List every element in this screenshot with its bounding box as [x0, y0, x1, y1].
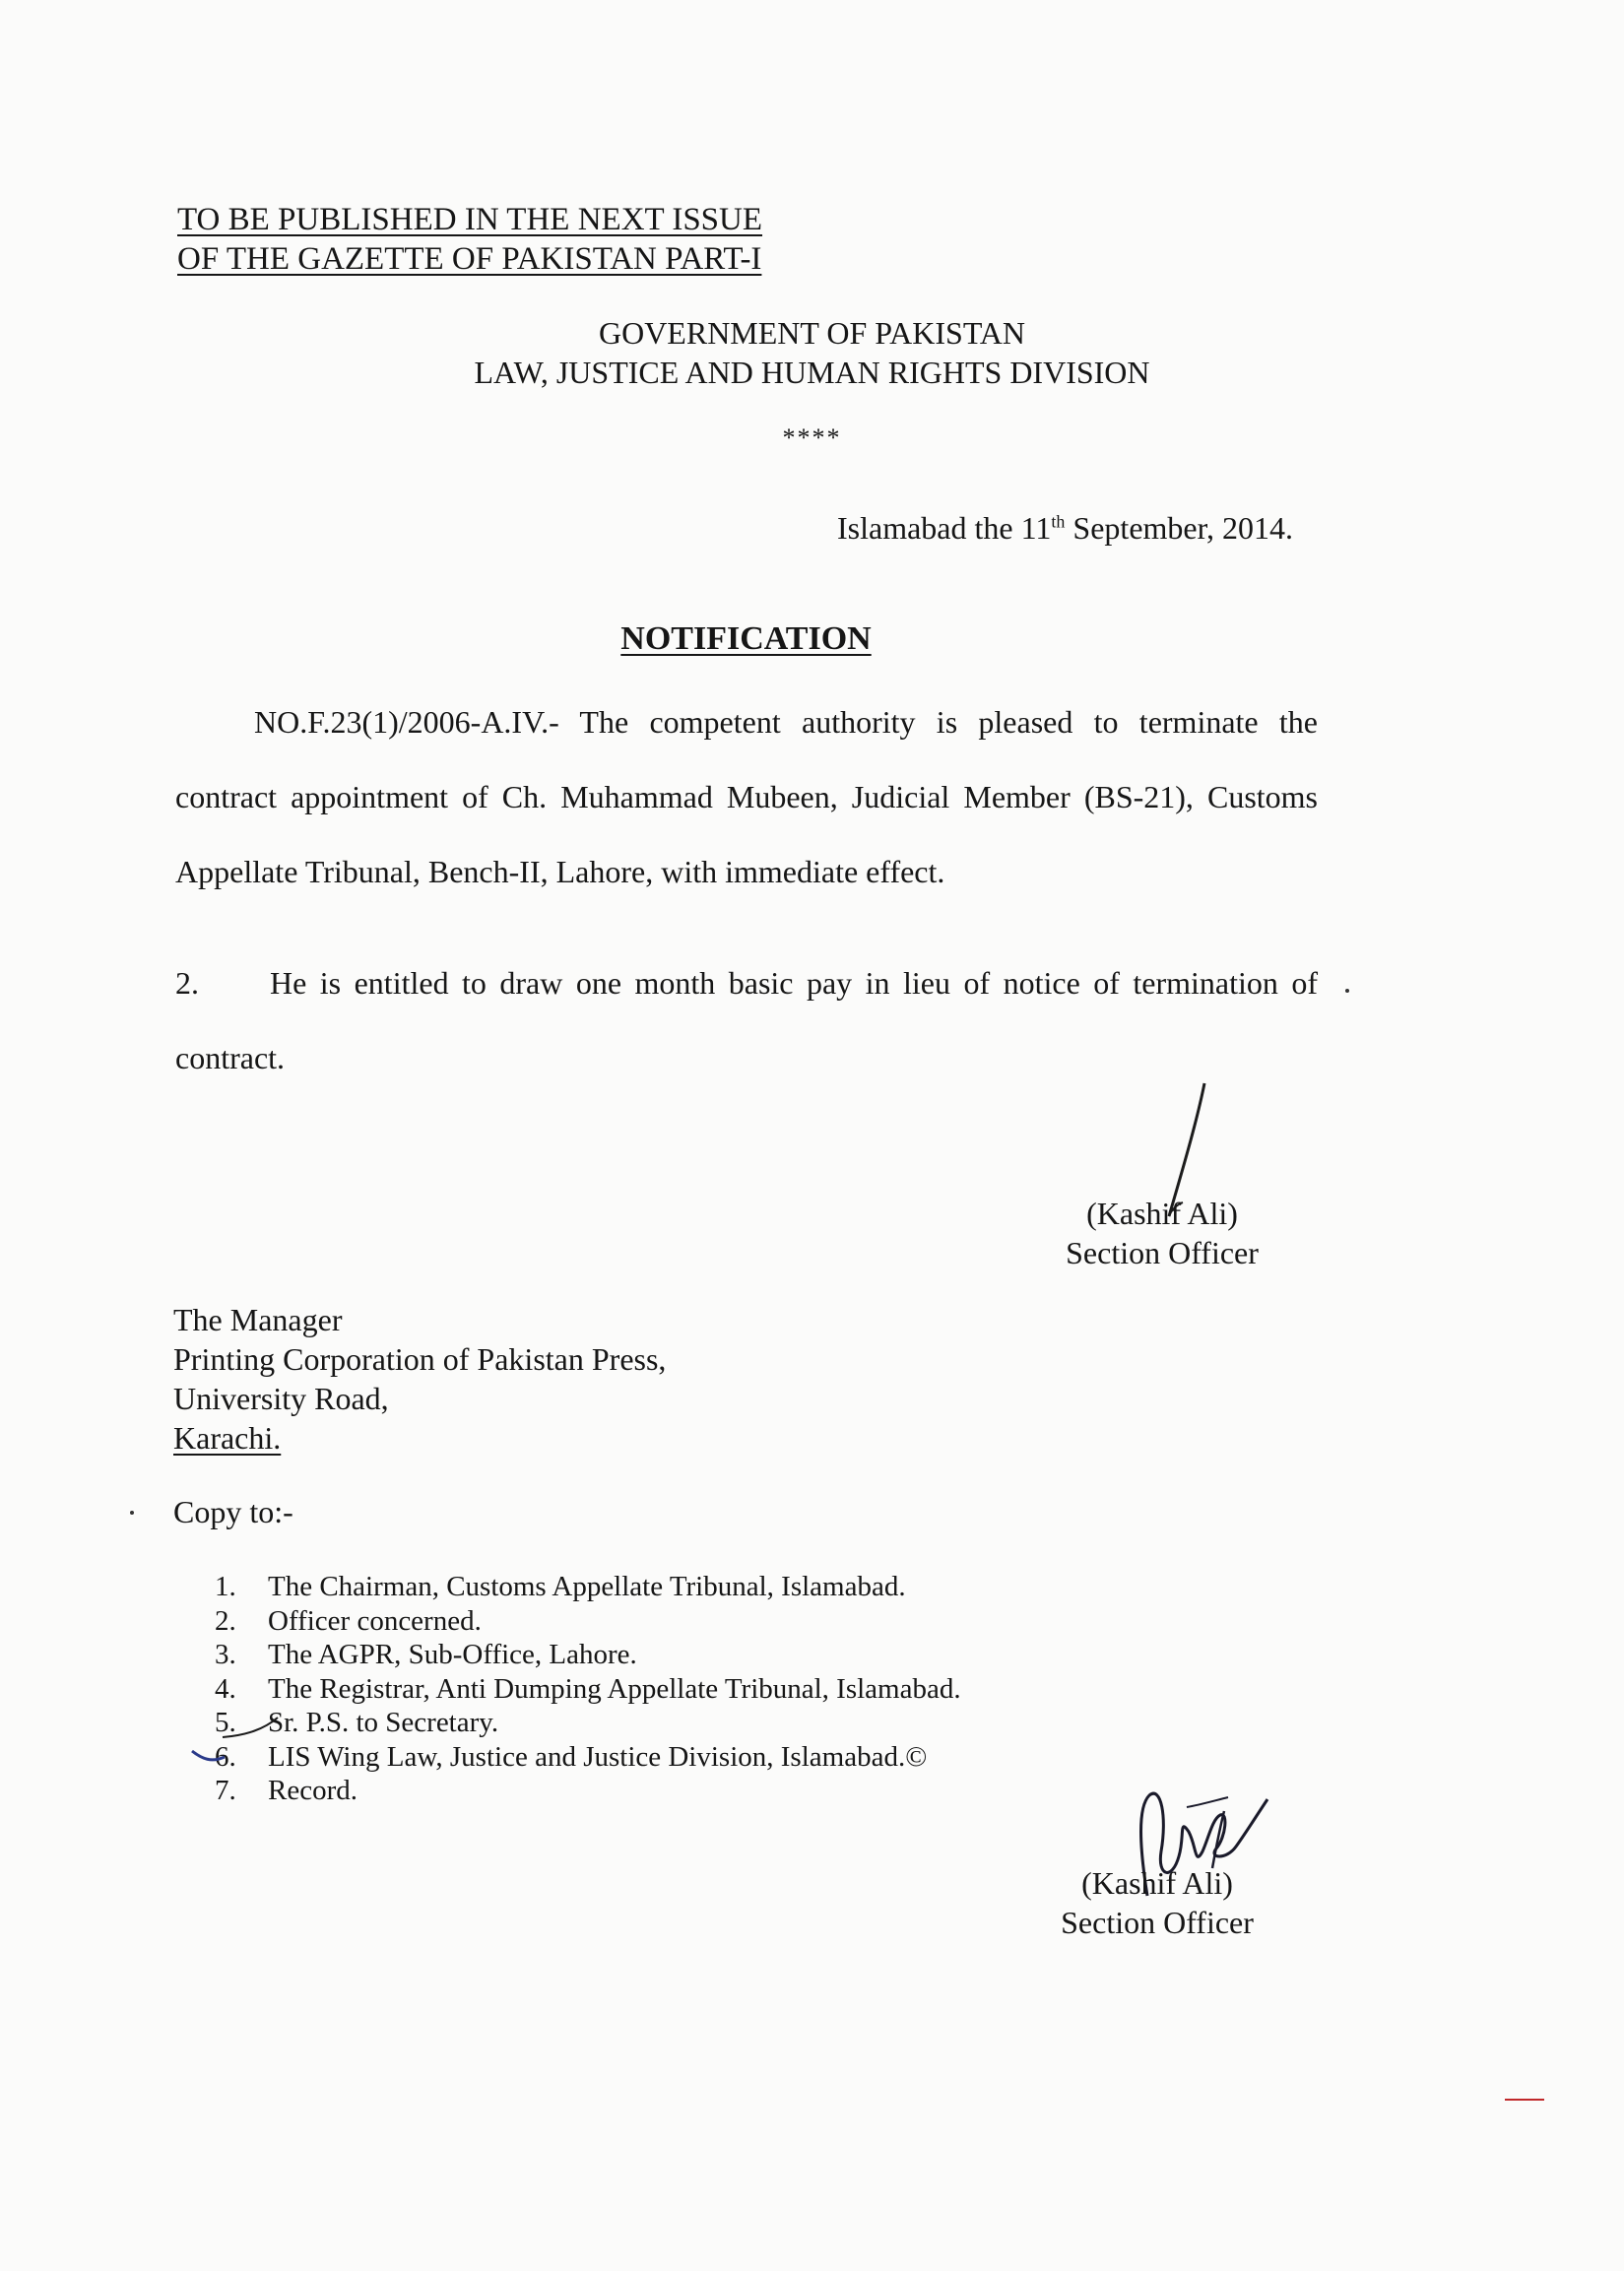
copy-to-item-text: Officer concerned.	[268, 1604, 482, 1637]
copy-to-label: Copy to:-	[173, 1494, 293, 1529]
copy-to-item-number: 2.	[215, 1604, 236, 1637]
copy-to-item	[215, 1570, 961, 1604]
date-suffix: September, 2014.	[1065, 510, 1293, 546]
copy-to-item-number: 1.	[215, 1571, 236, 1602]
date-ordinal: th	[1051, 511, 1066, 532]
notification-title: NOTIFICATION	[620, 620, 872, 657]
copy-to-item-number: 6.	[215, 1740, 236, 1773]
signature-block-1	[1034, 1194, 1290, 1272]
paragraph-1	[175, 684, 1318, 909]
copy-to-item-number: 7.	[215, 1775, 236, 1806]
copy-to-item-number: 5.	[215, 1707, 236, 1738]
copy-to-item	[215, 1672, 961, 1707]
signatory-name-1: (Kashif Ali)	[1086, 1196, 1238, 1231]
copy-to-item-text: The Chairman, Customs Appellate Tribunal, Islamabad.	[268, 1571, 906, 1602]
government-heading: GOVERNMENT OF PAKISTAN	[598, 315, 1026, 351]
gazette-notice	[177, 200, 762, 279]
signatory-designation-2: Section Officer	[1061, 1905, 1254, 1940]
copy-to-item-text: Sr. P.S. to Secretary.	[268, 1707, 499, 1738]
copy-to-item	[215, 1638, 961, 1672]
paragraph-2-text: He is entitled to draw one month basic pay in lieu of notice of termination of contract.	[175, 965, 1318, 1075]
signatory-designation-1: Section Officer	[1066, 1235, 1259, 1270]
copy-to-item-text: Record.	[268, 1775, 357, 1806]
signatory-name-2: (Kashif Ali)	[1081, 1865, 1233, 1901]
paragraph-1-text: NO.F.23(1)/2006-A.IV.- The competent authority is pleased to terminate the contract appointment of Ch. Muhammad Mubeen, Judicial Member (BS-21), Customs Appellate Tribunal, Bench-II, Lahore, with immediate effect.	[175, 704, 1318, 889]
copy-to-item-text: The AGPR, Sub-Office, Lahore.	[268, 1639, 637, 1670]
date-prefix: Islamabad the 11	[837, 510, 1052, 546]
copy-to-item	[215, 1774, 961, 1808]
separator-stars: ****	[782, 423, 842, 452]
division-heading: LAW, JUSTICE AND HUMAN RIGHTS DIVISION	[474, 355, 1150, 390]
signature-block-2	[1039, 1863, 1275, 1942]
copy-to-list	[215, 1570, 961, 1808]
addressee-line-4: Karachi.	[173, 1420, 282, 1456]
copy-to-item	[215, 1740, 961, 1775]
gazette-line-2: OF THE GAZETTE OF PAKISTAN PART-I	[177, 241, 762, 277]
copy-to-item	[215, 1706, 961, 1740]
paragraph-2-number: 2.	[175, 965, 199, 1001]
copy-to-item-text: The Registrar, Anti Dumping Appellate Tribunal, Islamabad.	[268, 1672, 961, 1705]
addressee-line-3: University Road,	[173, 1381, 389, 1416]
addressee-line-1: The Manager	[173, 1302, 343, 1337]
paragraph-2	[175, 945, 1318, 1095]
gazette-line-1: TO BE PUBLISHED IN THE NEXT ISSUE	[177, 202, 763, 237]
addressee-block	[173, 1300, 666, 1458]
copy-to-item	[215, 1604, 961, 1639]
copy-to-item-number: 3.	[215, 1639, 236, 1670]
copy-to-item-text: LIS Wing Law, Justice and Justice Division, Islamabad.©	[268, 1740, 928, 1773]
addressee-line-2: Printing Corporation of Pakistan Press,	[173, 1341, 667, 1377]
date-line	[837, 510, 1293, 547]
stray-dot	[130, 1511, 134, 1515]
stray-dot	[1345, 989, 1349, 993]
copy-to-item-number: 4.	[215, 1672, 236, 1705]
